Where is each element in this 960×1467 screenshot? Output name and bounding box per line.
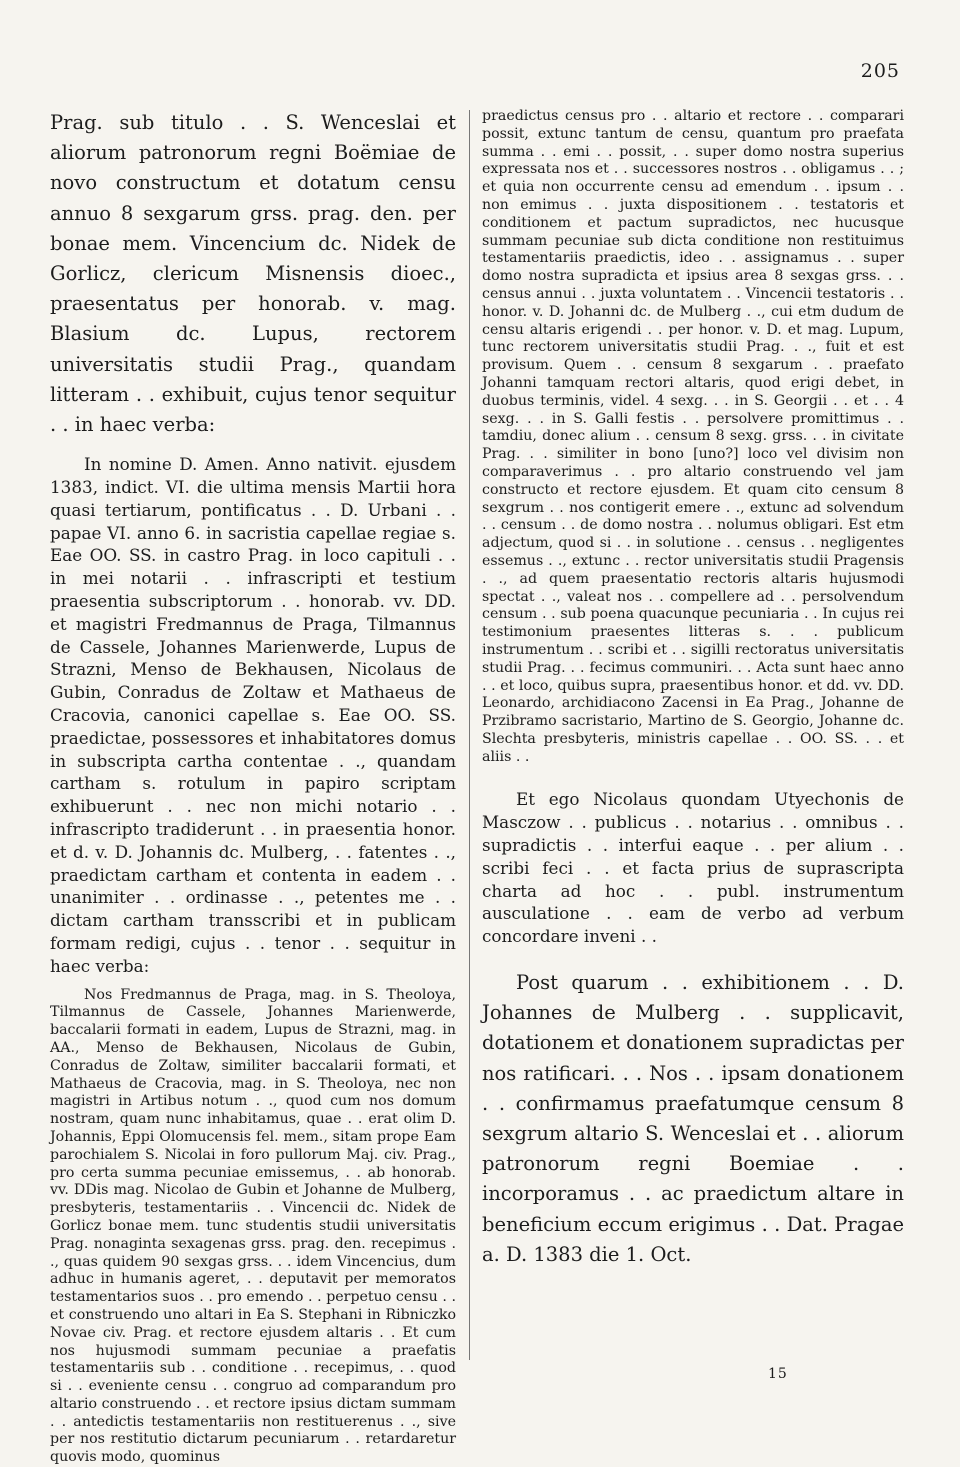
right-paragraph-confirmation: Post quarum . . exhibitionem . . D. Johannes de Mulberg . . supplicavit, dotationem et donationem supradictas per nos ratificari. . . Nos . . ipsam donationem . . confirmamus praefatumque censum 8 sexgrum altario S. Wenceslai et . . aliorum patronorum regni Boemiae . . incorporamus . . ac praedictum altare in beneficium eccum erigimus . . Dat. Pragae a. D. 1383 die 1. Oct. (482, 971, 904, 1266)
right-paragraph-charter-cont: praedictus census pro . . altario et rectore . . comparari possit, extunc tantum de censu, quantum pro praefata summa . . emi . . possit, . . super domo nostra superius expressata nos et . . successores nostros . . obligamus . . ; et quia non occurrente censu ad emendum . . ipsum . . non emimus . . juxta dispositionem . . testatoris et conditionem et pactum supradictos, nec hucusque summam pecuniae sub dicta conditione non restituimus testamentariis praedictis, ideo . . assignamus . . super domo nostra supradicta et ipsius area 8 sexgas grss. . . census annui . . juxta voluntatem . . Vincencii testatoris . . honor. v. D. Johanni dc. de Mulberg . ., cui etm dudum de censu altaris erigendi . . per honor. v. D. et mag. Lupum, tunc rectorem universitatis studii Prag. . ., fuit et est provisum. Quem . . censum 8 sexgarum . . praefato Johanni tamquam rectori altaris, quod erigi debet, in duobus terminis, videl. 4 sexg. . . in S. Georgii . . et . . 4 sexg. . . in S. Galli festis . . persolvere promittimus . . tamdiu, donec alium . . censum 8 sexg. grss. . . in civitate Prag. . . similiter in bono [uno?] loco vel divisim non comparaverimus . . pro altario construendo vel jam constructo et rectore ejusdem. Et quam cito censum 8 sexgrum . . nos contigerit emere . ., extunc ad solvendum . . censum . . de domo nostra . . nolumus obligari. Est etm adjectum, quod si . . in solutione . . census . . negligentes essemus . ., extunc . . rector universitatis studii Pragensis . ., ad quem praesentatio rectoris altaris hujusmodi spectat . ., valeat nos . . compellere ad . . persolvendum censum . . sub poena quacunque pecuniaria . . In cujus rei testimonium praesentes litteras s. . . publicum instrumentum . . scribi et . . sigilli rectoratus universitatis studii Prag. . . fecimus communiri. . . Acta sunt haec anno . . et loco, quibus supra, praesentibus honor. et dd. vv. DD. Leonardo, archidiacono Zacensi in Ea Prag., Johanne de Przibramo sacristario, Martino de S. Georgio, Johanne dc. Slechta presbyteris, ministris capellae . . OO. SS. . . et aliis . . (482, 108, 904, 765)
left-paragraph-notarial: In nomine D. Amen. Anno nativit. ejusdem 1383, indict. VI. die ultima mensis Martii hora quasi tertiarum, pontificatus . . D. Urbani . . papae VI. anno 6. in sacristia capellae regiae s. Eae OO. SS. in castro Prag. in loco capituli . . in mei notarii . . infrascripti et testium praesentia subscriptorum . . honorab. vv. DD. et magistri Fredmannus de Praga, Tilmannus de Cassele, Johannes Marienwerde, Lupus de Strazni, Menso de Bekhausen, Nicolaus de Gubin, Conradus de Zoltaw et Mathaeus de Cracovia, canonici capellae s. Eae OO. SS. praedictae, possessores et inhabitatores domus in subscripta cartha contentae . ., quandam cartham s. rotulum in papiro scriptam exhibuerunt . . nec non michi notario . . infrascripto tradiderunt . . in praesentia honor. et d. v. D. Johannis dc. Mulberg, . . fatentes . ., praedictam cartham et contenta in eadem . . unanimiter . . ordinasse . ., petentes me . . dictam cartham transscribi et in publicam formam redigi, cujus . . tenor . . sequitur in haec verba: (50, 454, 456, 976)
left-column (50, 108, 456, 1467)
right-paragraph-notary: Et ego Nicolaus quondam Utyechonis de Masczow . . publicus . . notarius . . omnibus . . supradictis . . interfui eaque . . per alium . . scribi feci . . et facta prius de suprascripta charta ad hoc . . publ. instrumentum ausculatione . . eam de verbo ad verbum concordare inveni . . (482, 789, 904, 947)
left-paragraph-intro: Prag. sub titulo . . S. Wenceslai et aliorum patronorum regni Boëmiae de novo constructum et dotatum censu annuo 8 sexgarum grss. prag. den. per bonae mem. Vincencium dc. Nidek de Gorlicz, clericum Misnensis dioec., praesentatus per honorab. v. mag. Blasium dc. Lupus, rectorem universitatis studii Prag., quandam litteram . . exhibuit, cujus tenor sequitur . . in haec verba: (50, 111, 456, 437)
left-paragraph-charter: Nos Fredmannus de Praga, mag. in S. Theoloya, Tilmannus de Cassele, Johannes Marienwerde, baccalarii formati in eadem, Lupus de Strazni, mag. in AA., Menso de Bekhausen, Nicolaus de Gubin, Conradus de Zoltaw, similiter baccalarii formati, et Mathaeus de Cracovia, mag. in S. Theoloya, nec non magistri in Artibus notum . ., quod cum nos domum nostram, quam nunc inhabitamus, quae . . erat olim D. Johannis, Eppi Olomucensis fel. mem., sitam prope Eam parochialem S. Nicolai in foro pullorum Maj. civ. Prag., pro certa summa pecuniae emissemus, . . ab honorab. vv. DDis mag. Nicolao de Gubin et Johanne de Mulberg, presbyteris, testamentariis . . Vincencii dc. Nidek de Gorlicz bonae mem. tunc studentis studii universitatis Prag. nonaginta sexagenas grss. prag. den. recepimus . ., quas quidem 90 sexgas grss. . . idem Vincencius, dum adhuc in humanis ageret, . . deputavit per memoratos testamentarios suos . . pro emendo . . perpetuo censu . . et construendo uno altari in Ea S. Stephani in Ribniczko Novae civ. Prag. et rectore ejusdem altaris . . Et cum nos hujusmodi summam pecuniae a praefatis testamentariis sub . . conditione . . recepimus, . . quod si . . eveniente censu . . congruo ad comparandum pro altario construendo . . et rectore ipsius dictam summam . . antedictis testamentariis non restituerenus . ., sive per nos restitutio dictarum pecuniarum . . retardaretur quovis modo, quominus (50, 986, 456, 1466)
right-column (482, 108, 904, 1270)
page-number: 205 (860, 60, 900, 82)
signature-mark: 15 (768, 1366, 788, 1382)
column-divider (469, 110, 470, 1360)
